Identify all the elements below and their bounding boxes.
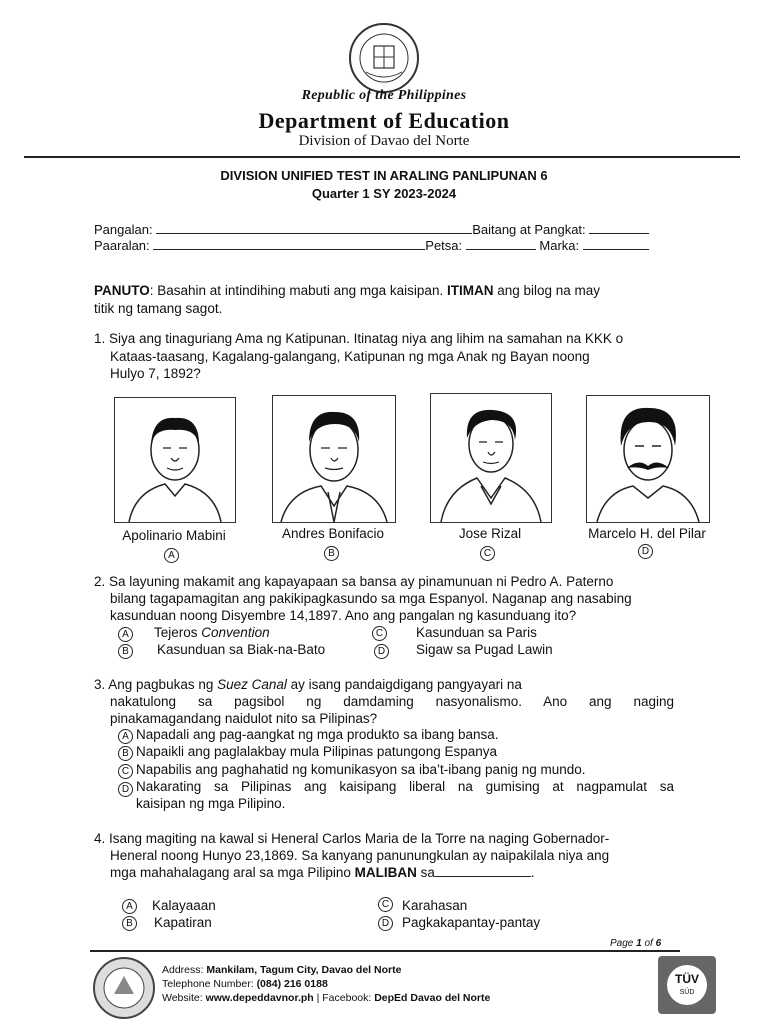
panuto-text-3: titik ng tamang sagot. xyxy=(94,301,223,316)
pangalan-field[interactable] xyxy=(156,221,472,234)
department-title: Department of Education xyxy=(258,108,510,133)
q2-bubble-b[interactable]: B xyxy=(118,644,133,659)
test-title: DIVISION UNIFIED TEST IN ARALING PANLIPUNAN 6 xyxy=(220,168,548,183)
q3-choice-d-line-2: kaisipan ng mga Pilipino. xyxy=(136,796,286,811)
q1-line-1: 1. Siya ang tinaguriang Ama ng Katipunan. Itinatag niya ang lihim na samahan na KKK o xyxy=(94,331,624,346)
panuto-bold: ITIMAN xyxy=(446,283,494,298)
q2-choice-a-text: Tejeros xyxy=(154,625,202,640)
tuv-badge xyxy=(658,956,716,1014)
tuv-badge-circle xyxy=(667,965,707,1005)
q2-bubble-a[interactable]: A xyxy=(118,627,133,642)
q1-line-2: Kataas-taasang, Kagalang-galangang, Katipunan ng mga Anak ng Bayan noong xyxy=(110,349,590,364)
q2-bubble-c[interactable]: C xyxy=(372,626,387,641)
panuto-text-1: : Basahin at intindihing mabuti ang mga kaisipan. xyxy=(149,283,447,298)
q3-line-1-italic: Suez Canal xyxy=(217,677,287,692)
q4-line-2: Heneral noong Hunyo 23,1869. Sa kanyang panunungkulan ay naipakilala niya ang xyxy=(110,848,610,863)
header-divider xyxy=(24,156,740,158)
q3-line-1-post: ay isang pandaigdigang pangyayari na xyxy=(286,677,522,692)
panuto xyxy=(94,282,674,318)
q4-choice-a: Kalayaaan xyxy=(152,898,216,913)
page-of: of xyxy=(641,938,656,949)
q4-blank xyxy=(435,864,531,877)
q3-line-3: pinakamagandang naidulot nito sa Pilipinas? xyxy=(110,711,378,726)
q3-bubble-c[interactable]: C xyxy=(118,764,133,779)
q4-line-3-post: sa xyxy=(416,865,435,880)
q3-choice-d-line-1: Nakarating sa Pilipinas ang kaisipang liberal na gumising at nagpamulat sa xyxy=(136,779,674,794)
q2-choice-b: Kasunduan sa Biak-na-Bato xyxy=(157,642,326,657)
petsa-field[interactable] xyxy=(466,237,536,250)
q2-line-3: kasunduan noong Disyembre 14,1897. Ano ang pangalan ng kasunduang ito? xyxy=(110,608,577,623)
q4-choice-b: Kapatiran xyxy=(154,915,212,930)
q4-line-3: mga mahahalagang aral sa mga Pilipino MALIBAN sa . xyxy=(110,865,535,880)
q4-bubble-b[interactable]: B xyxy=(122,916,137,931)
q1-choice-c-label: Jose Rizal xyxy=(458,526,522,541)
q3-line-1 xyxy=(94,676,684,694)
baitang-field[interactable] xyxy=(589,221,649,234)
tuv-text: TÜV xyxy=(675,972,699,986)
portrait-rizal xyxy=(430,393,552,523)
panuto-text-2: ang bilog na may xyxy=(493,283,601,298)
portrait-mabini xyxy=(114,397,236,523)
q3-line-2: nakatulong sa pagsibol ng damdaming nasyonalismo. Ano ang naging xyxy=(110,694,674,709)
q2-bubble-d[interactable]: D xyxy=(374,644,389,659)
web-value[interactable]: www.depeddavnor.ph xyxy=(205,992,314,1004)
paaralan-label: Paaralan: xyxy=(94,238,150,253)
q1-choice-b-label: Andres Bonifacio xyxy=(281,526,385,541)
form-row-2 xyxy=(94,237,649,253)
marka-field[interactable] xyxy=(583,237,649,250)
q4-bubble-c[interactable]: C xyxy=(378,897,393,912)
form-row-1 xyxy=(94,221,649,237)
division-text: Division of Davao del Norte xyxy=(298,133,470,149)
q1-bubble-d[interactable]: D xyxy=(638,544,653,559)
tuv-sub: SÜD xyxy=(679,989,695,996)
q3-choice-b: Napaikli ang paglalakbay mula Pilipinas patungong Espanya xyxy=(136,744,497,759)
q4-line-3-pre: mga mahahalagang aral sa mga Pilipino xyxy=(110,865,355,880)
pangalan-label: Pangalan: xyxy=(94,222,153,237)
panuto-label: PANUTO xyxy=(94,283,150,298)
division-seal-logo xyxy=(92,956,156,1020)
page-num: 1 xyxy=(636,938,642,949)
address-value: Mankilam, Tagum City, Davao del Norte xyxy=(206,964,402,976)
baitang-label: Baitang at Pangkat: xyxy=(472,222,586,237)
q3-bubble-d[interactable]: D xyxy=(118,782,133,797)
phone-label: Telephone Number: xyxy=(162,978,257,990)
web-label: Website: xyxy=(162,992,206,1004)
paaralan-field[interactable] xyxy=(153,237,425,250)
q1-bubble-b[interactable]: B xyxy=(324,546,339,561)
portrait-del-pilar xyxy=(586,395,710,523)
deped-seal-logo xyxy=(348,22,420,94)
footer-phone xyxy=(162,977,328,991)
q2-choice-c: Kasunduan sa Paris xyxy=(416,625,537,640)
q1-line-3: Hulyo 7, 1892? xyxy=(110,366,201,381)
q4-line-1: 4. Isang magiting na kawal si Heneral Carlos Maria de la Torre na naging Gobernador- xyxy=(94,831,610,846)
footer-address xyxy=(162,963,401,977)
q4-maliban: MALIBAN xyxy=(354,865,417,880)
q2-choice-d: Sigaw sa Pugad Lawin xyxy=(416,642,553,657)
marka-label: Marka: xyxy=(539,238,580,253)
page-total: 6 xyxy=(655,938,662,949)
q3-bubble-b[interactable]: B xyxy=(118,746,133,761)
portrait-bonifacio xyxy=(272,395,396,523)
q3-bubble-a[interactable]: A xyxy=(118,729,133,744)
q1-choice-d-label: Marcelo H. del Pilar xyxy=(588,526,706,541)
petsa-label: Petsa: xyxy=(425,238,463,253)
page-pre: Page xyxy=(610,938,637,949)
q3-choice-c: Napabilis ang paghahatid ng komunikasyon sa iba’t-ibang panig ng mundo. xyxy=(136,762,586,777)
test-quarter: Quarter 1 SY 2023-2024 xyxy=(311,186,457,201)
q4-bubble-a[interactable]: A xyxy=(122,899,137,914)
q3-line-1-pre: 3. Ang pagbukas ng xyxy=(94,677,218,692)
q2-choice-a-italic: Convention xyxy=(201,625,270,640)
footer-web xyxy=(162,991,490,1005)
q1-bubble-c[interactable]: C xyxy=(480,546,495,561)
footer-sep: | Facebook: xyxy=(313,992,375,1004)
q1-bubble-a[interactable]: A xyxy=(164,548,179,563)
republic-text: Republic of the Philippines xyxy=(301,88,467,103)
page-number xyxy=(610,938,661,949)
q2-choice-a xyxy=(154,624,270,642)
q1-choice-a-label: Apolinario Mabini xyxy=(122,528,226,543)
footer-divider xyxy=(90,950,680,952)
q2-line-2: bilang tagapamagitan ang pakikipagkasundo sa mga Espanyol. Naganap ang nasabing xyxy=(110,591,632,606)
phone-value: (084) 216 0188 xyxy=(256,978,328,990)
facebook-value[interactable]: DepEd Davao del Norte xyxy=(374,992,491,1004)
q4-bubble-d[interactable]: D xyxy=(378,916,393,931)
q4-choice-c: Karahasan xyxy=(402,898,468,913)
q2-line-1: 2. Sa layuning makamit ang kapayapaan sa bansa ay pinamunuan ni Pedro A. Paterno xyxy=(94,574,614,589)
q4-choice-d: Pagkakapantay-pantay xyxy=(402,915,541,930)
q3-choice-a: Napadali ang pag-aangkat ng mga produkto sa ibang bansa. xyxy=(136,727,499,742)
address-label: Address: xyxy=(162,964,207,976)
